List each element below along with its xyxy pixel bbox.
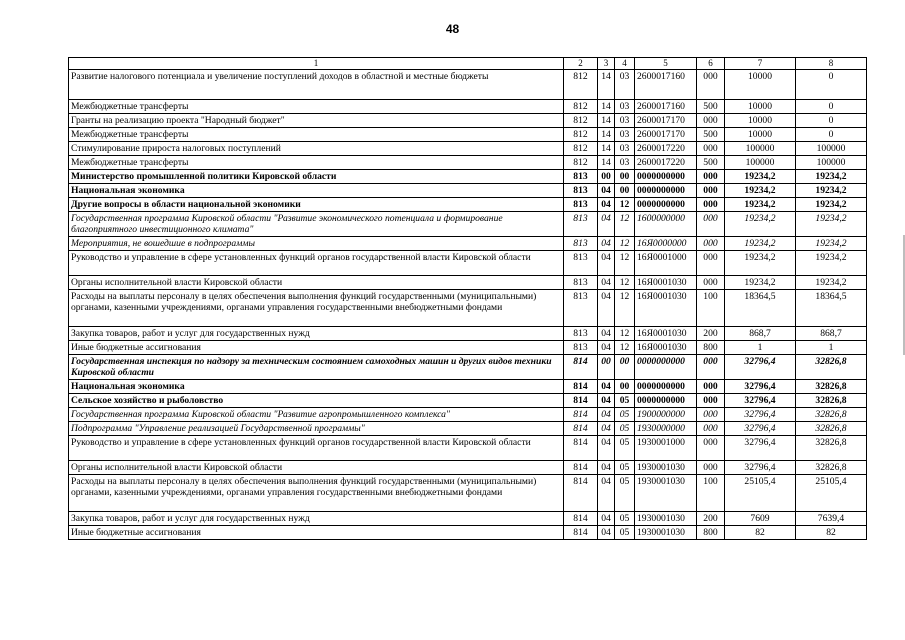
amount-year-1-cell: 18364,5 bbox=[725, 290, 796, 327]
amount-year-2-cell: 19234,2 bbox=[796, 237, 867, 251]
row-name-cell: Национальная экономика bbox=[69, 184, 564, 198]
amount-year-1-cell: 10000 bbox=[725, 114, 796, 128]
code-expense-type-cell: 000 bbox=[697, 142, 725, 156]
code-expense-type-cell: 000 bbox=[697, 276, 725, 290]
row-name-cell: Государственная программа Кировской области "Развитие агропромышленного комплекса" bbox=[69, 408, 564, 422]
table-row bbox=[69, 408, 867, 422]
code-target-article-cell: 2600017170 bbox=[635, 128, 697, 142]
amount-year-1-cell: 19234,2 bbox=[725, 276, 796, 290]
code-subsection-cell: 05 bbox=[615, 512, 635, 526]
code-section-cell: 04 bbox=[598, 475, 615, 512]
code-section-cell: 14 bbox=[598, 156, 615, 170]
amount-year-1-cell: 32796,4 bbox=[725, 422, 796, 436]
code-expense-type-cell: 000 bbox=[697, 237, 725, 251]
amount-year-1-cell: 19234,2 bbox=[725, 198, 796, 212]
amount-year-2-cell: 7639,4 bbox=[796, 512, 867, 526]
code-ministry-cell: 813 bbox=[564, 327, 598, 341]
amount-year-1-cell: 10000 bbox=[725, 100, 796, 114]
row-name-cell: Расходы на выплаты персоналу в целях обеспечения выполнения функций государственными (муниципальными) органами, казенными учреждениями, органами управления государственными внебюджетными фондами bbox=[69, 475, 564, 512]
code-ministry-cell: 812 bbox=[564, 70, 598, 100]
code-section-cell: 14 bbox=[598, 100, 615, 114]
column-header: 3 bbox=[598, 58, 615, 70]
amount-year-1-cell: 32796,4 bbox=[725, 408, 796, 422]
amount-year-2-cell: 19234,2 bbox=[796, 184, 867, 198]
table-row bbox=[69, 355, 867, 380]
row-name-cell: Органы исполнительной власти Кировской области bbox=[69, 276, 564, 290]
amount-year-2-cell: 32826,8 bbox=[796, 436, 867, 461]
amount-year-2-cell: 25105,4 bbox=[796, 475, 867, 512]
amount-year-2-cell: 0 bbox=[796, 128, 867, 142]
code-section-cell: 04 bbox=[598, 422, 615, 436]
code-section-cell: 14 bbox=[598, 114, 615, 128]
code-subsection-cell: 12 bbox=[615, 212, 635, 237]
code-subsection-cell: 00 bbox=[615, 184, 635, 198]
code-subsection-cell: 00 bbox=[615, 355, 635, 380]
amount-year-2-cell: 19234,2 bbox=[796, 251, 867, 276]
code-ministry-cell: 812 bbox=[564, 100, 598, 114]
amount-year-1-cell: 868,7 bbox=[725, 327, 796, 341]
amount-year-2-cell: 100000 bbox=[796, 156, 867, 170]
code-ministry-cell: 812 bbox=[564, 128, 598, 142]
code-subsection-cell: 05 bbox=[615, 436, 635, 461]
code-target-article-cell: 1930001030 bbox=[635, 461, 697, 475]
code-target-article-cell: 2600017160 bbox=[635, 100, 697, 114]
amount-year-2-cell: 32826,8 bbox=[796, 380, 867, 394]
amount-year-1-cell: 100000 bbox=[725, 142, 796, 156]
row-name-cell: Руководство и управление в сфере установленных функций органов государственной власти Кировской области bbox=[69, 251, 564, 276]
code-ministry-cell: 813 bbox=[564, 184, 598, 198]
column-number-row bbox=[69, 58, 867, 70]
column-header: 8 bbox=[796, 58, 867, 70]
table-row bbox=[69, 198, 867, 212]
code-target-article-cell: 16Я0001030 bbox=[635, 341, 697, 355]
amount-year-1-cell: 19234,2 bbox=[725, 184, 796, 198]
table-row bbox=[69, 341, 867, 355]
code-subsection-cell: 05 bbox=[615, 394, 635, 408]
code-ministry-cell: 814 bbox=[564, 355, 598, 380]
amount-year-1-cell: 25105,4 bbox=[725, 475, 796, 512]
code-target-article-cell: 1930000000 bbox=[635, 422, 697, 436]
row-name-cell: Межбюджетные трансферты bbox=[69, 128, 564, 142]
amount-year-2-cell: 0 bbox=[796, 70, 867, 100]
amount-year-1-cell: 82 bbox=[725, 526, 796, 540]
row-name-cell: Закупка товаров, работ и услуг для государственных нужд bbox=[69, 327, 564, 341]
row-name-cell: Органы исполнительной власти Кировской области bbox=[69, 461, 564, 475]
table-row bbox=[69, 290, 867, 327]
amount-year-2-cell: 32826,8 bbox=[796, 461, 867, 475]
amount-year-2-cell: 18364,5 bbox=[796, 290, 867, 327]
code-subsection-cell: 12 bbox=[615, 341, 635, 355]
code-subsection-cell: 00 bbox=[615, 170, 635, 184]
code-ministry-cell: 813 bbox=[564, 170, 598, 184]
page-number: 48 bbox=[445, 22, 460, 36]
code-subsection-cell: 03 bbox=[615, 142, 635, 156]
code-section-cell: 04 bbox=[598, 276, 615, 290]
code-subsection-cell: 03 bbox=[615, 100, 635, 114]
table-row bbox=[69, 526, 867, 540]
table-row bbox=[69, 156, 867, 170]
code-expense-type-cell: 000 bbox=[697, 70, 725, 100]
amount-year-2-cell: 32826,8 bbox=[796, 422, 867, 436]
amount-year-1-cell: 7609 bbox=[725, 512, 796, 526]
code-section-cell: 04 bbox=[598, 198, 615, 212]
code-subsection-cell: 05 bbox=[615, 408, 635, 422]
code-expense-type-cell: 000 bbox=[697, 436, 725, 461]
amount-year-1-cell: 32796,4 bbox=[725, 355, 796, 380]
code-subsection-cell: 05 bbox=[615, 475, 635, 512]
code-expense-type-cell: 500 bbox=[697, 128, 725, 142]
amount-year-1-cell: 10000 bbox=[725, 128, 796, 142]
code-section-cell: 04 bbox=[598, 512, 615, 526]
code-expense-type-cell: 800 bbox=[697, 341, 725, 355]
column-header: 7 bbox=[725, 58, 796, 70]
code-ministry-cell: 813 bbox=[564, 198, 598, 212]
column-header: 5 bbox=[635, 58, 697, 70]
amount-year-2-cell: 0 bbox=[796, 114, 867, 128]
table-row bbox=[69, 276, 867, 290]
table-row bbox=[69, 512, 867, 526]
table-row bbox=[69, 237, 867, 251]
row-name-cell: Развитие налогового потенциала и увеличение поступлений доходов в областной и местные бюджеты bbox=[69, 70, 564, 100]
code-section-cell: 04 bbox=[598, 341, 615, 355]
code-ministry-cell: 814 bbox=[564, 436, 598, 461]
amount-year-2-cell: 868,7 bbox=[796, 327, 867, 341]
code-ministry-cell: 812 bbox=[564, 142, 598, 156]
table-row bbox=[69, 475, 867, 512]
row-name-cell: Межбюджетные трансферты bbox=[69, 156, 564, 170]
code-ministry-cell: 812 bbox=[564, 114, 598, 128]
row-name-cell: Подпрограмма "Управление реализацией Государственной программы" bbox=[69, 422, 564, 436]
code-expense-type-cell: 000 bbox=[697, 114, 725, 128]
column-header: 1 bbox=[69, 58, 564, 70]
table-row bbox=[69, 436, 867, 461]
code-expense-type-cell: 100 bbox=[697, 475, 725, 512]
code-subsection-cell: 03 bbox=[615, 114, 635, 128]
code-expense-type-cell: 200 bbox=[697, 512, 725, 526]
code-section-cell: 04 bbox=[598, 251, 615, 276]
code-target-article-cell: 16Я0001000 bbox=[635, 251, 697, 276]
amount-year-1-cell: 10000 bbox=[725, 70, 796, 100]
amount-year-1-cell: 100000 bbox=[725, 156, 796, 170]
code-target-article-cell: 2600017170 bbox=[635, 114, 697, 128]
code-expense-type-cell: 000 bbox=[697, 422, 725, 436]
code-subsection-cell: 12 bbox=[615, 251, 635, 276]
code-target-article-cell: 2600017160 bbox=[635, 70, 697, 100]
row-name-cell: Стимулирование прироста налоговых поступлений bbox=[69, 142, 564, 156]
table-row bbox=[69, 114, 867, 128]
code-ministry-cell: 812 bbox=[564, 156, 598, 170]
code-expense-type-cell: 000 bbox=[697, 198, 725, 212]
table-row bbox=[69, 170, 867, 184]
row-name-cell: Руководство и управление в сфере установленных функций органов государственной власти Кировской области bbox=[69, 436, 564, 461]
code-ministry-cell: 814 bbox=[564, 461, 598, 475]
code-target-article-cell: 0000000000 bbox=[635, 184, 697, 198]
code-section-cell: 04 bbox=[598, 327, 615, 341]
code-expense-type-cell: 000 bbox=[697, 461, 725, 475]
code-subsection-cell: 03 bbox=[615, 70, 635, 100]
amount-year-1-cell: 32796,4 bbox=[725, 380, 796, 394]
row-name-cell: Другие вопросы в области национальной экономики bbox=[69, 198, 564, 212]
code-subsection-cell: 12 bbox=[615, 276, 635, 290]
code-ministry-cell: 814 bbox=[564, 526, 598, 540]
code-expense-type-cell: 000 bbox=[697, 184, 725, 198]
column-header: 2 bbox=[564, 58, 598, 70]
row-name-cell: Межбюджетные трансферты bbox=[69, 100, 564, 114]
row-name-cell: Национальная экономика bbox=[69, 380, 564, 394]
amount-year-2-cell: 32826,8 bbox=[796, 394, 867, 408]
code-expense-type-cell: 000 bbox=[697, 394, 725, 408]
code-section-cell: 14 bbox=[598, 70, 615, 100]
code-section-cell: 04 bbox=[598, 394, 615, 408]
amount-year-1-cell: 32796,4 bbox=[725, 461, 796, 475]
code-expense-type-cell: 000 bbox=[697, 355, 725, 380]
code-section-cell: 04 bbox=[598, 461, 615, 475]
amount-year-1-cell: 19234,2 bbox=[725, 212, 796, 237]
code-expense-type-cell: 000 bbox=[697, 408, 725, 422]
row-name-cell: Закупка товаров, работ и услуг для государственных нужд bbox=[69, 512, 564, 526]
amount-year-1-cell: 19234,2 bbox=[725, 251, 796, 276]
code-target-article-cell: 16Я0001030 bbox=[635, 327, 697, 341]
code-expense-type-cell: 800 bbox=[697, 526, 725, 540]
code-section-cell: 04 bbox=[598, 408, 615, 422]
code-subsection-cell: 12 bbox=[615, 237, 635, 251]
code-subsection-cell: 00 bbox=[615, 380, 635, 394]
code-subsection-cell: 12 bbox=[615, 198, 635, 212]
row-name-cell: Сельское хозяйство и рыболовство bbox=[69, 394, 564, 408]
code-ministry-cell: 814 bbox=[564, 408, 598, 422]
amount-year-2-cell: 82 bbox=[796, 526, 867, 540]
code-expense-type-cell: 100 bbox=[697, 290, 725, 327]
code-target-article-cell: 0000000000 bbox=[635, 170, 697, 184]
code-section-cell: 14 bbox=[598, 142, 615, 156]
code-target-article-cell: 1900000000 bbox=[635, 408, 697, 422]
code-target-article-cell: 16Я0001030 bbox=[635, 276, 697, 290]
code-target-article-cell: 16Я0001030 bbox=[635, 290, 697, 327]
row-name-cell: Иные бюджетные ассигнования bbox=[69, 526, 564, 540]
amount-year-1-cell: 1 bbox=[725, 341, 796, 355]
code-target-article-cell: 2600017220 bbox=[635, 142, 697, 156]
amount-year-2-cell: 19234,2 bbox=[796, 212, 867, 237]
code-section-cell: 04 bbox=[598, 526, 615, 540]
code-section-cell: 04 bbox=[598, 212, 615, 237]
table-row bbox=[69, 142, 867, 156]
code-target-article-cell: 1930001000 bbox=[635, 436, 697, 461]
code-expense-type-cell: 200 bbox=[697, 327, 725, 341]
row-name-cell: Иные бюджетные ассигнования bbox=[69, 341, 564, 355]
code-target-article-cell: 1930001030 bbox=[635, 526, 697, 540]
code-ministry-cell: 814 bbox=[564, 394, 598, 408]
code-ministry-cell: 814 bbox=[564, 475, 598, 512]
amount-year-1-cell: 32796,4 bbox=[725, 394, 796, 408]
code-section-cell: 04 bbox=[598, 380, 615, 394]
table-row bbox=[69, 380, 867, 394]
table-row bbox=[69, 70, 867, 100]
code-section-cell: 04 bbox=[598, 290, 615, 327]
table-row bbox=[69, 184, 867, 198]
code-ministry-cell: 813 bbox=[564, 251, 598, 276]
code-subsection-cell: 05 bbox=[615, 526, 635, 540]
row-name-cell: Расходы на выплаты персоналу в целях обеспечения выполнения функций государственными (муниципальными) органами, казенными учреждениями, органами управления государственными внебюджетными фондами bbox=[69, 290, 564, 327]
code-section-cell: 00 bbox=[598, 170, 615, 184]
code-target-article-cell: 16Я0000000 bbox=[635, 237, 697, 251]
code-ministry-cell: 814 bbox=[564, 380, 598, 394]
code-target-article-cell: 1600000000 bbox=[635, 212, 697, 237]
table-row bbox=[69, 422, 867, 436]
amount-year-2-cell: 32826,8 bbox=[796, 355, 867, 380]
row-name-cell: Государственная инспекция по надзору за техническим состоянием самоходных машин и других видов техники Кировской области bbox=[69, 355, 564, 380]
table-row bbox=[69, 128, 867, 142]
table-row bbox=[69, 100, 867, 114]
amount-year-2-cell: 1 bbox=[796, 341, 867, 355]
code-expense-type-cell: 500 bbox=[697, 156, 725, 170]
table-row bbox=[69, 251, 867, 276]
code-target-article-cell: 0000000000 bbox=[635, 198, 697, 212]
budget-table bbox=[68, 57, 867, 540]
row-name-cell: Гранты на реализацию проекта "Народный бюджет" bbox=[69, 114, 564, 128]
amount-year-2-cell: 19234,2 bbox=[796, 276, 867, 290]
amount-year-2-cell: 19234,2 bbox=[796, 170, 867, 184]
code-subsection-cell: 05 bbox=[615, 422, 635, 436]
code-section-cell: 04 bbox=[598, 237, 615, 251]
table-row bbox=[69, 212, 867, 237]
code-section-cell: 04 bbox=[598, 436, 615, 461]
row-name-cell: Мероприятия, не вошедшие в подпрограммы bbox=[69, 237, 564, 251]
code-expense-type-cell: 000 bbox=[697, 170, 725, 184]
code-subsection-cell: 12 bbox=[615, 290, 635, 327]
table-row bbox=[69, 327, 867, 341]
code-ministry-cell: 813 bbox=[564, 212, 598, 237]
amount-year-2-cell: 100000 bbox=[796, 142, 867, 156]
code-subsection-cell: 03 bbox=[615, 128, 635, 142]
amount-year-1-cell: 19234,2 bbox=[725, 170, 796, 184]
code-target-article-cell: 0000000000 bbox=[635, 355, 697, 380]
code-target-article-cell: 1930001030 bbox=[635, 512, 697, 526]
code-ministry-cell: 814 bbox=[564, 422, 598, 436]
code-ministry-cell: 813 bbox=[564, 237, 598, 251]
code-ministry-cell: 813 bbox=[564, 341, 598, 355]
column-header: 6 bbox=[697, 58, 725, 70]
code-section-cell: 00 bbox=[598, 355, 615, 380]
code-ministry-cell: 813 bbox=[564, 290, 598, 327]
amount-year-2-cell: 19234,2 bbox=[796, 198, 867, 212]
code-subsection-cell: 12 bbox=[615, 327, 635, 341]
table-row bbox=[69, 394, 867, 408]
code-ministry-cell: 814 bbox=[564, 512, 598, 526]
code-target-article-cell: 2600017220 bbox=[635, 156, 697, 170]
column-header: 4 bbox=[615, 58, 635, 70]
code-expense-type-cell: 000 bbox=[697, 212, 725, 237]
code-target-article-cell: 0000000000 bbox=[635, 394, 697, 408]
code-expense-type-cell: 000 bbox=[697, 380, 725, 394]
code-section-cell: 14 bbox=[598, 128, 615, 142]
code-expense-type-cell: 500 bbox=[697, 100, 725, 114]
code-target-article-cell: 1930001030 bbox=[635, 475, 697, 512]
amount-year-1-cell: 19234,2 bbox=[725, 237, 796, 251]
code-section-cell: 04 bbox=[598, 184, 615, 198]
code-target-article-cell: 0000000000 bbox=[635, 380, 697, 394]
code-subsection-cell: 05 bbox=[615, 461, 635, 475]
table-row bbox=[69, 461, 867, 475]
code-ministry-cell: 813 bbox=[564, 276, 598, 290]
row-name-cell: Государственная программа Кировской области "Развитие экономического потенциала и формирование благоприятного инвестиционного климата" bbox=[69, 212, 564, 237]
amount-year-2-cell: 0 bbox=[796, 100, 867, 114]
code-subsection-cell: 03 bbox=[615, 156, 635, 170]
amount-year-1-cell: 32796,4 bbox=[725, 436, 796, 461]
amount-year-2-cell: 32826,8 bbox=[796, 408, 867, 422]
code-expense-type-cell: 000 bbox=[697, 251, 725, 276]
row-name-cell: Министерство промышленной политики Кировской области bbox=[69, 170, 564, 184]
